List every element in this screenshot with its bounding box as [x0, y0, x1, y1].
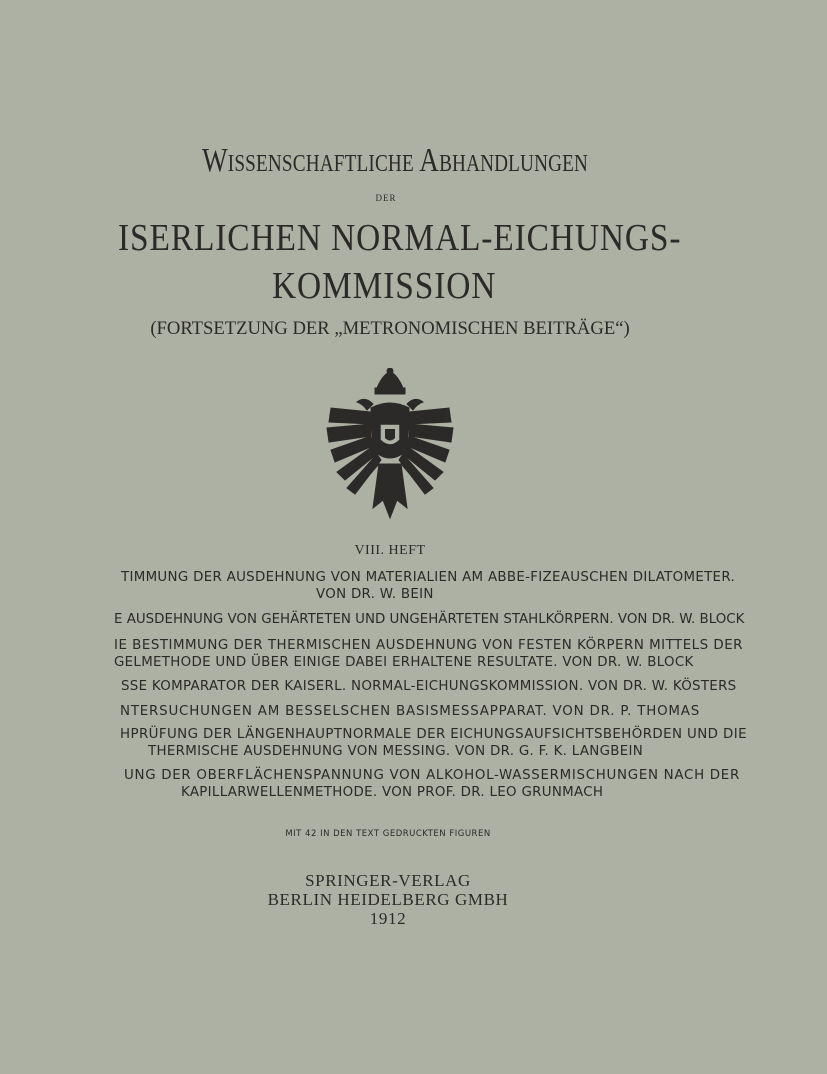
der-label: DER [375, 193, 397, 203]
publisher-location: BERLIN HEIDELBERG GMBH [267, 890, 509, 909]
institution-title-line-1: ISERLICHEN NORMAL-EICHUNGS- [118, 217, 682, 259]
contents-entry-3-line-1: IE BESTIMMUNG DER THERMISCHEN AUSDEHNUNG VON FESTEN KÖRPERN MITTELS DER [114, 638, 743, 653]
series-title: Wissenschaftliche Abhandlungen [201, 142, 589, 179]
publisher-name: SPRINGER-VERLAG [305, 871, 471, 890]
contents-entry-5: NTERSUCHUNGEN AM BESSELSCHEN BASISMESSAPPARAT. VON DR. P. THOMAS [120, 704, 701, 719]
volume-number: VIII. HEFT [354, 543, 426, 558]
contents-entry-2: E AUSDEHNUNG VON GEHÄRTETEN UND UNGEHÄRTETEN STAHLKÖRPERN. VON DR. W. BLOCK [114, 612, 745, 627]
contents-entry-1-line-2: VON DR. W. BEIN [316, 587, 434, 602]
continuation-subtitle: (FORTSETZUNG DER „METRONOMISCHEN BEITRÄGE“) [150, 318, 630, 339]
contents-entry-4: SSE KOMPARATOR DER KAISERL. NORMAL-EICHUNGSKOMMISSION. VON DR. W. KÖSTERS [121, 679, 737, 694]
publication-year: 1912 [369, 909, 407, 928]
contents-entry-3-line-2: GELMETHODE UND ÜBER EINIGE DABEI ERHALTENE RESULTATE. VON DR. W. BLOCK [114, 655, 694, 670]
institution-title-line-2: KOMMISSION [272, 265, 497, 307]
contents-entry-1-line-1: TIMMUNG DER AUSDEHNUNG VON MATERIALIEN AM ABBE-FIZEAUSCHEN DILATOMETER. [121, 570, 735, 585]
imperial-eagle-icon [325, 368, 455, 520]
contents-entry-6-line-1: HPRÜFUNG DER LÄNGENHAUPTNORMALE DER EICHUNGSAUFSICHTSBEHÖRDEN UND DIE [120, 727, 747, 742]
figures-note: MIT 42 IN DEN TEXT GEDRUCKTEN FIGUREN [285, 829, 491, 839]
contents-entry-7-line-1: UNG DER OBERFLÄCHENSPANNUNG VON ALKOHOL-WASSERMISCHUNGEN NACH DER [124, 768, 740, 783]
contents-entry-6-line-2: THERMISCHE AUSDEHNUNG VON MESSING. VON DR. G. F. K. LANGBEIN [148, 744, 644, 759]
contents-entry-7-line-2: KAPILLARWELLENMETHODE. VON PROF. DR. LEO GRUNMACH [181, 785, 604, 800]
publisher-block [0, 871, 776, 928]
